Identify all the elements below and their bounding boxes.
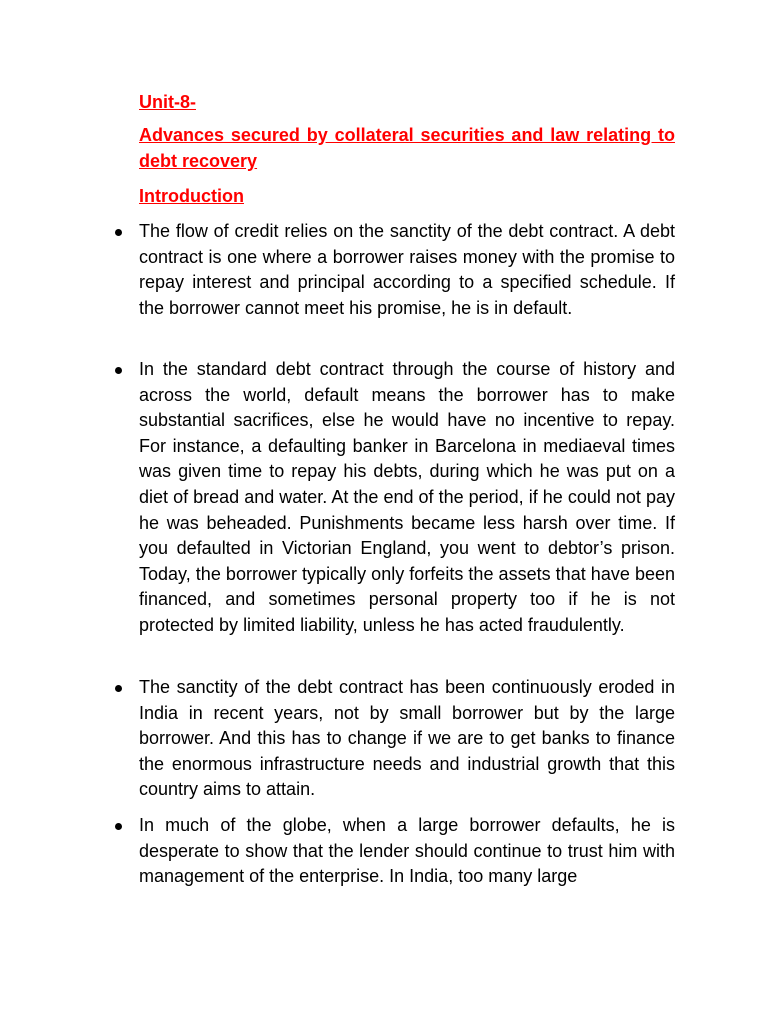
paragraph: In the standard debt contract through the course of history and across the world, default means the borrower has to make substantial sacrifices, else he would have no incentive to repay. For instance, a defaulting banker in Barcelona in mediaeval times was given time to repay his debts, during which he was put on a diet of bread and water. At the end of the period, if he could not pay he was beheaded. Punishments became less harsh over time. If you defaulted in Victorian England, you went to debtor’s prison. Today, the borrower typically only forfeits the assets that have been financed, and sometimes personal property too if he is not protected by limited liability, unless he has acted fraudulently. xyxy=(139,359,675,635)
document-title: Advances secured by collateral securities and law relating to debt recovery xyxy=(139,125,675,171)
section-heading-introduction: Introduction xyxy=(139,186,244,206)
bullet-icon xyxy=(115,823,122,830)
paragraph: In much of the globe, when a large borrower defaults, he is desperate to show that the lender should continue to trust him with management of the enterprise. In India, too many large xyxy=(139,815,675,887)
bullet-icon xyxy=(115,229,122,236)
unit-heading: Unit-8- xyxy=(139,92,196,112)
paragraph: The flow of credit relies on the sanctity of the debt contract. A debt contract is one where a borrower raises money with the promise to repay interest and principal according to a specified schedule. If the borrower cannot meet his promise, he is in default. xyxy=(139,221,675,318)
paragraph: The sanctity of the debt contract has been continuously eroded in India in recent years, not by small borrower but by the large borrower. And this has to change if we are to get banks to finance the enormous infrastructure needs and industrial growth that this country aims to attain. xyxy=(139,677,675,800)
bullet-icon xyxy=(115,367,122,374)
bullet-icon xyxy=(115,685,122,692)
